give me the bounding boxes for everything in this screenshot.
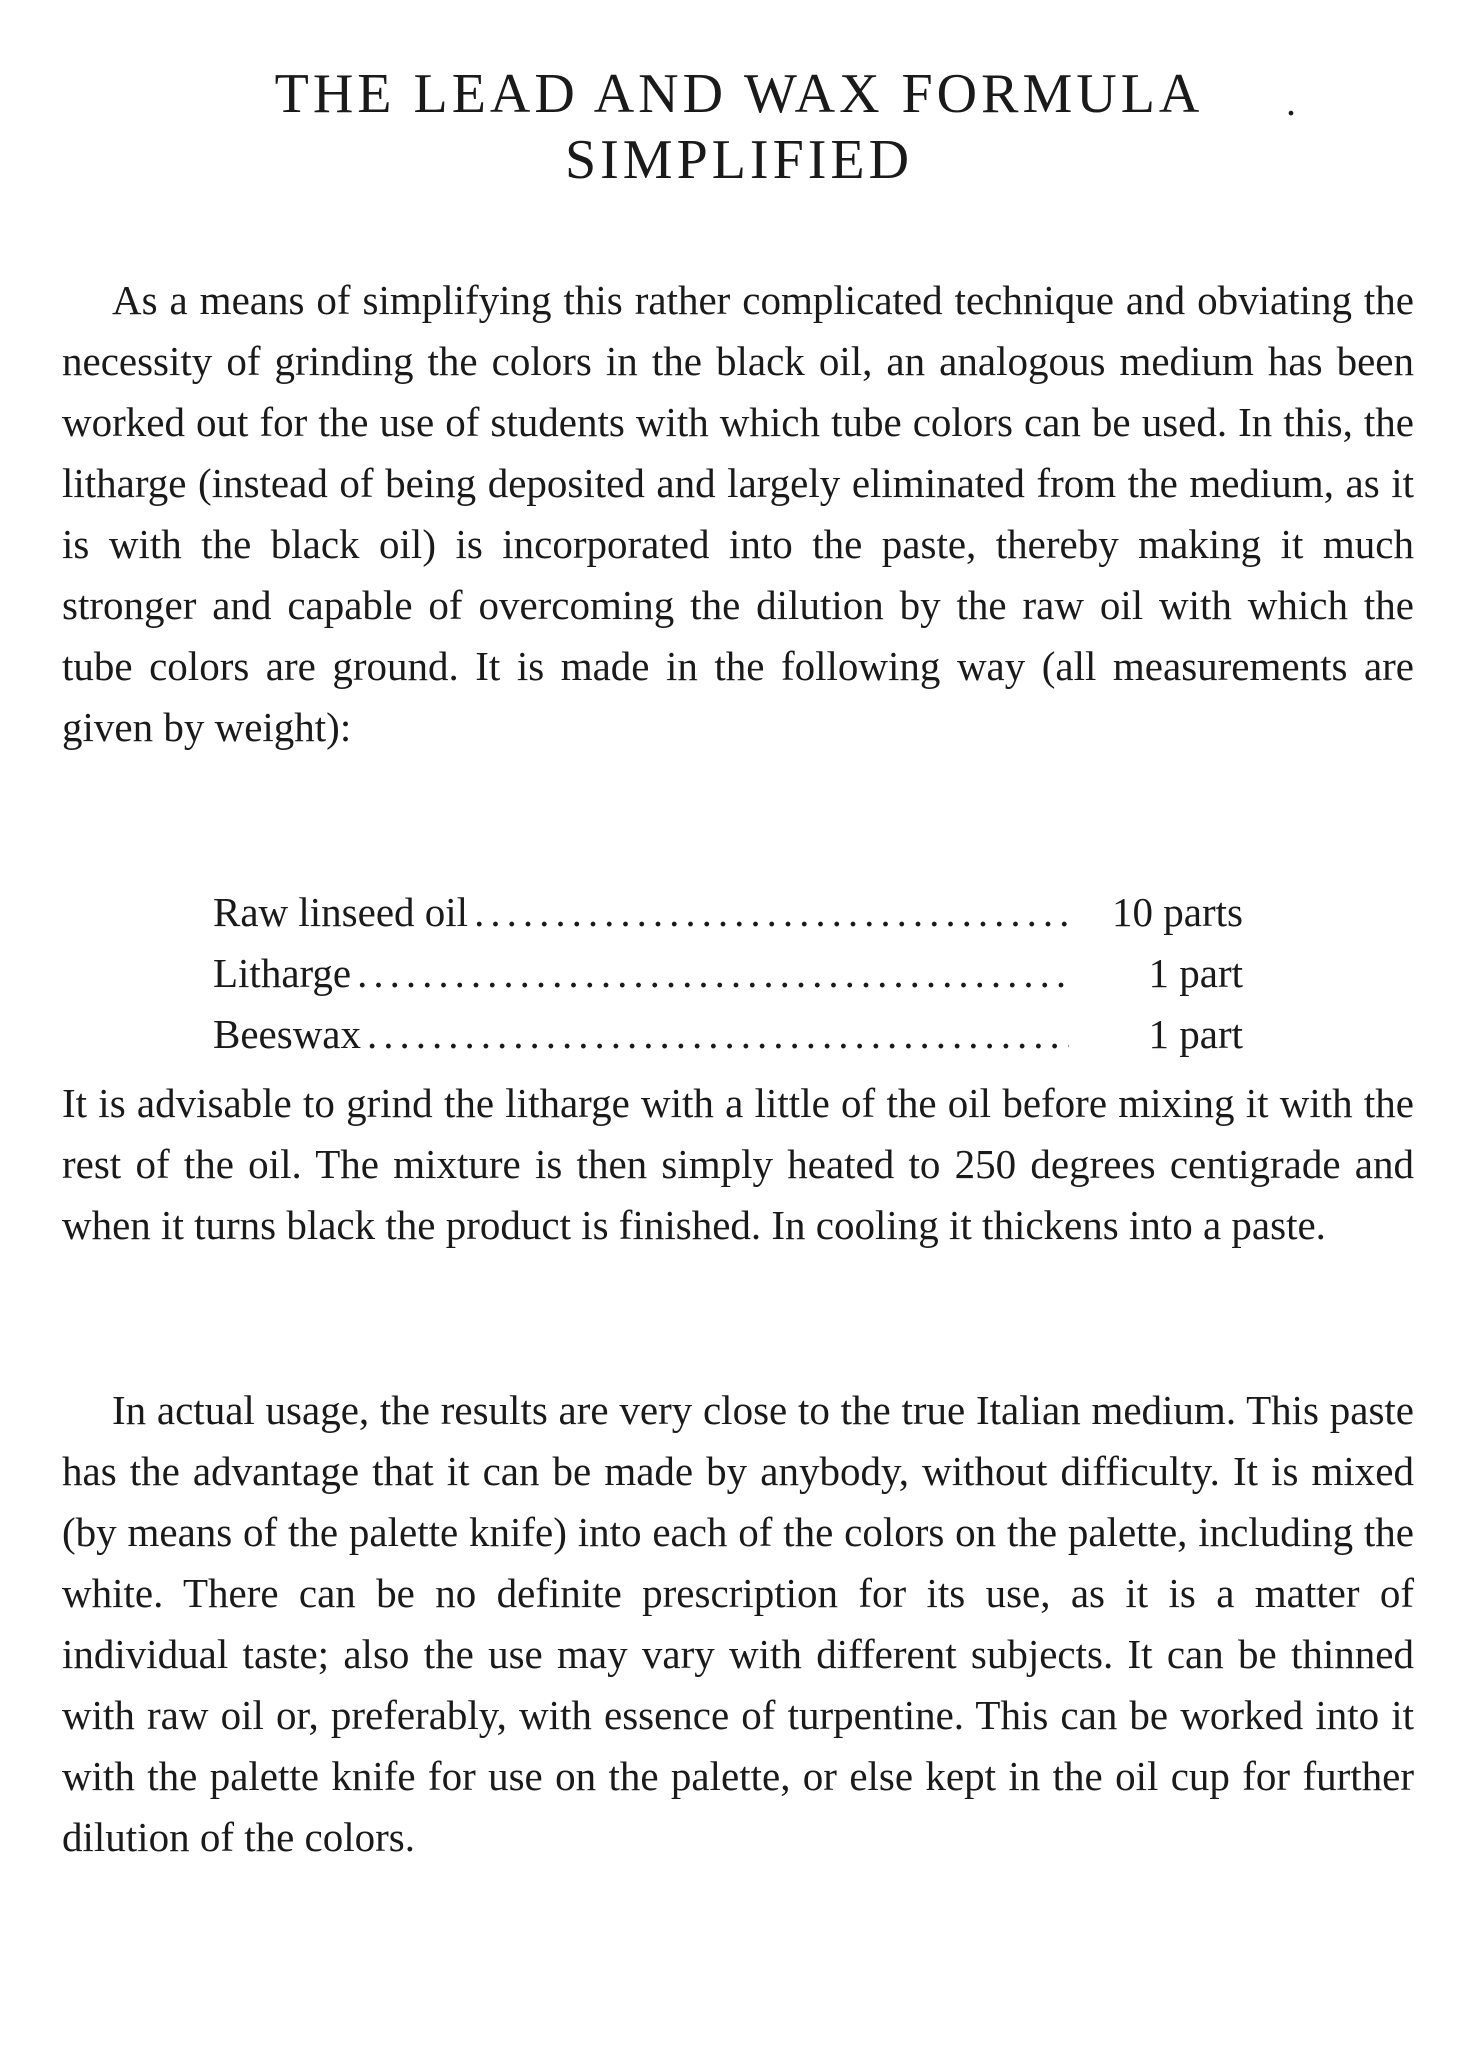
recipe-amount: 10 parts [1112,889,1243,935]
recipe-amount: 1 part [1148,950,1243,996]
chapter-title-line-1: THE LEAD AND WAX FORMULA [274,63,1204,125]
recipe-ingredient: Litharge [213,950,352,996]
recipe-amount: 1 part [1148,1011,1243,1057]
chapter-title-line-2: SIMPLIFIED [564,129,914,191]
paragraph-method: It is advisable to grind the litharge with a little of the oil before mixing it with the rest of the oil. The mixture is then simply heated to 250 degrees centigrade and when it turns black the product is finished. In cooling it thickens into a paste. [62,1080,1414,1248]
paragraph-usage: In actual usage, the results are very close to the true Italian medium. This paste has the advantage that it can be made by anybody, without difficulty. It is mixed (by means of the palette knife) into each of the colors on the palette, including the white. There can be no definite prescription for its use, as it is a matter of individual taste; also the use may vary with different subjects. It can be thinned with raw oil or, preferably, with essence of turpentine. This can be worked into it with the palette knife for use on the palette, or else kept in the oil cup for further dilution of the colors. [62,1387,1414,1860]
paragraph-intro: As a means of simplifying this rather complicated technique and obviating the necessity of grinding the colors in the black oil, an analogous medium has been worked out for the use of students with which tube colors can be used. In this, the litharge (instead of being deposited and largely eliminated from the medium, as it is with the black oil) is incorporated into the paste, thereby making it much stronger and capable of overcoming the dilution by the raw oil with which the tube colors are ground. It is made in the following way (all measurements are given by weight): [62,277,1414,750]
recipe-ingredient: Beeswax [213,1011,362,1057]
recipe-row-beeswax [213,1004,1243,1065]
dot-leader [474,882,1069,943]
dot-leader [357,943,1069,1004]
recipe-ingredient: Raw linseed oil [213,889,469,935]
dot-leader [367,1004,1069,1065]
recipe-list [213,882,1243,1065]
recipe-row-linseed-oil [213,882,1243,943]
stray-dot-mark: . [1286,79,1296,124]
recipe-row-litharge [213,943,1243,1004]
